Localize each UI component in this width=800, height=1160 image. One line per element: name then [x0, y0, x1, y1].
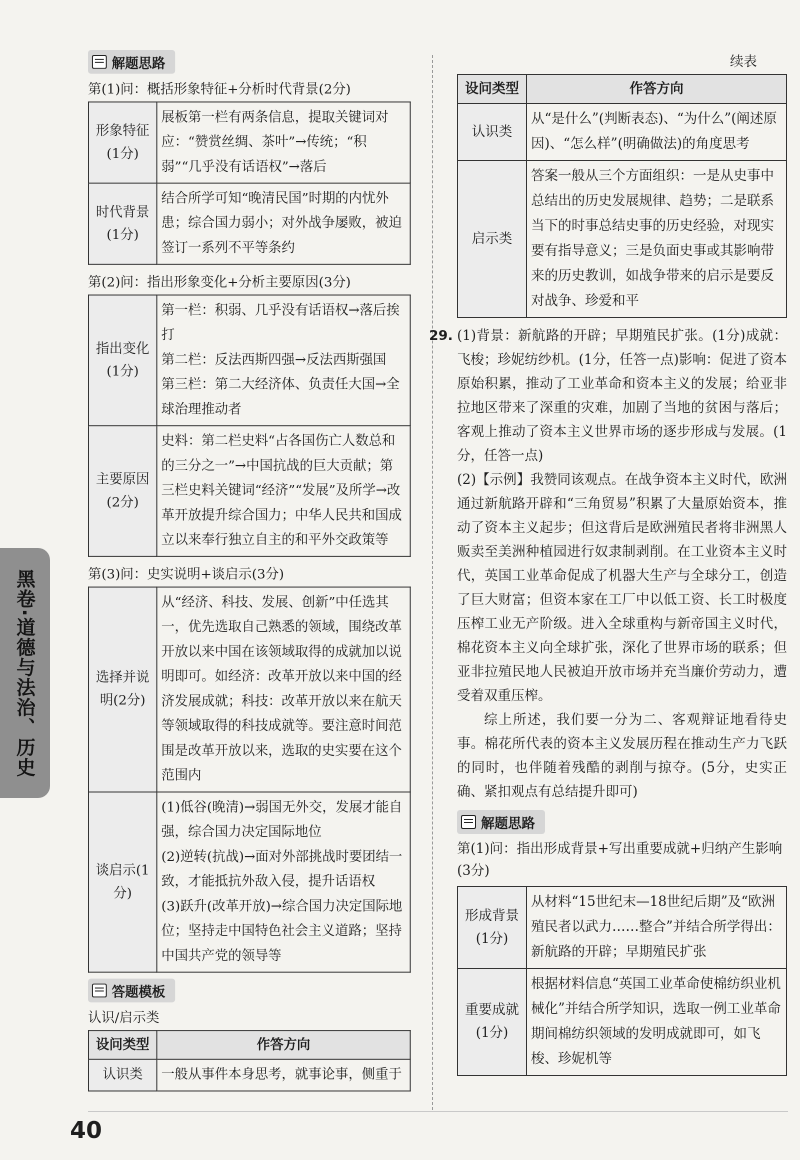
table-row — [458, 887, 787, 969]
table-row — [458, 969, 787, 1076]
row-label: 时代背景(1分) — [88, 183, 156, 264]
text-line: 第一栏：积弱、几乎没有话语权→落后挨打 — [161, 302, 400, 344]
section-header-analysis — [88, 50, 175, 74]
column-header: 设问类型 — [458, 75, 527, 104]
table-row — [88, 426, 410, 557]
row-text — [157, 792, 410, 972]
table-header-row — [458, 75, 787, 104]
section-header-label: 解题思路 — [481, 816, 535, 832]
column-header: 作答方向 — [157, 1031, 410, 1060]
column-divider — [432, 55, 433, 1110]
row-label: 认识类 — [458, 104, 527, 161]
text-line: 史料：第二栏史料“占各国伤亡人数总和的三分之一”→中国抗战的巨大贡献；第三栏史料关键词“经济”“发展”及所学→改革开放提升综合国力；中华人民共和国成立以来奉行独立自主的和平外交政策等 — [161, 433, 402, 548]
notepad-icon — [92, 55, 107, 69]
table-row — [88, 295, 410, 426]
answer-conclusion: 综上所述，我们要一分为二、客观辩证地看待史事。棉花所代表的资本主义发展历程在推动生产力飞跃的同时，也伴随着残酷的剥削与掠夺。(5分，史实正确、紧扣观点有总结提升即可) — [457, 712, 787, 800]
text-line: 从“经济、科技、发展、创新”中任选其一，优先选取自己熟悉的领域，围绕改革开放以来中国在该领域取得的成就加以说明即可。如经济：改革开放以来中国的经济发展成就；科技：改革开放以来在航天等领域取得的科技成就等。要注意时间范围是改革开放以来，选取的史实要在这个范围内 — [161, 594, 402, 784]
column-header: 设问类型 — [88, 1031, 156, 1060]
row-label: 形象特征(1分) — [88, 102, 156, 183]
section-header-template — [88, 979, 175, 1003]
book-icon — [92, 984, 107, 998]
section-header-label: 答题模板 — [111, 984, 166, 1001]
row-label: 指出变化(1分) — [88, 295, 156, 426]
left-column — [88, 50, 411, 1097]
text-line: 第二栏：反法西斯四强→反法西斯强国 — [161, 351, 387, 368]
template-subtitle: 认识/启示类 — [88, 1010, 160, 1027]
table-row — [88, 587, 410, 792]
row-text — [157, 426, 410, 557]
row-text: 从材料“15世纪末—18世纪后期”及“欧洲殖民者以武力……整合”并结合所学得出：新航路的开辟；早期殖民扩张 — [527, 887, 787, 969]
section-header-analysis-29 — [457, 810, 545, 834]
text-line: (1)低谷(晚清)→弱国无外交，发展才能自强，综合国力决定国际地位 — [161, 799, 403, 841]
answer-part-1: (1)背景：新航路的开辟；早期殖民扩张。(1分)成就：飞梭；珍妮纺纱机。(1分，任答一点)影响：促进了资本原始积累，推动了工业革命和资本主义的发展；给亚非拉地区带来了深重的灾难，加剧了当地的贫困与落后；客观上推动了资本主义世界市场的逐步形成与发展。(1分，任答一点) — [457, 328, 787, 464]
table-header-row — [88, 1031, 410, 1060]
template-table — [88, 1030, 411, 1091]
footer-rule — [88, 1111, 788, 1112]
row-text: 答案一般从三个方面组织：一是从史事中总结出的历史发展规律、趋势；二是联系当下的时事总结史事的历史经验，对现实要有指导意义；三是负面史事或其影响带来的历史教训，如战争带来的启示是要反对战争、珍爱和平 — [527, 161, 787, 318]
row-label: 认识类 — [88, 1059, 156, 1091]
row-label: 谈启示(1分) — [88, 792, 156, 972]
row-label: 主要原因(2分) — [88, 426, 156, 557]
question-3-heading: 第(3)问：史实说明+谈启示(3分) — [88, 566, 285, 583]
analysis-table-29 — [457, 886, 787, 1076]
question-number: 29. — [429, 328, 453, 344]
table-row — [458, 104, 787, 161]
row-label: 启示类 — [458, 161, 527, 318]
row-text: 一般从事件本身思考，就事论事，侧重于 — [157, 1059, 410, 1091]
analysis-table-q3 — [88, 587, 411, 973]
row-text: 展板第一栏有两条信息，提取关键词对应：“赞赏丝绸、茶叶”→传统；“积弱”“几乎没有话语权”→落后 — [157, 102, 410, 183]
notepad-icon — [461, 815, 476, 829]
table-row — [88, 792, 410, 972]
row-text — [157, 295, 410, 426]
side-tab-label: 黑卷·道德与法治、历史 — [13, 568, 36, 778]
text-line: 第三栏：第二大经济体、负责任大国→全球治理推动者 — [161, 376, 400, 418]
column-header: 作答方向 — [527, 75, 787, 104]
answer-29 — [429, 324, 787, 804]
page-number: 40 — [70, 1118, 103, 1144]
row-text — [157, 587, 410, 792]
analysis-table-q2 — [88, 295, 411, 557]
template-table-continued — [457, 74, 787, 318]
question-1-heading-29: 第(1)问：指出形成背景+写出重要成就+归纳产生影响(3分) — [457, 841, 783, 879]
table-row — [458, 161, 787, 318]
analysis-table-q1 — [88, 101, 411, 264]
text-line: (2)逆转(抗战)→面对外部挑战时要团结一致，才能抵抗外敌入侵，提升话语权 — [161, 848, 403, 890]
row-text: 结合所学可知“晚清民国”时期的内忧外患；综合国力弱小；对外战争屡败，被迫签订一系列不平等条约 — [157, 183, 410, 264]
row-label: 形成背景(1分) — [458, 887, 527, 969]
text-line: (3)跃升(改革开放)→综合国力决定国际地位；坚持走中国特色社会主义道路；坚持中国共产党的领导等 — [161, 898, 403, 964]
continued-table-label: 续表 — [730, 54, 757, 70]
answer-part-2: (2)【示例】我赞同该观点。在战争资本主义时代，欧洲通过新航路开辟和“三角贸易”积累了大量原始资本，推动了资本主义起步；但这背后是欧洲殖民者将非洲黑人贩卖至美洲种植园进行奴隶制剥削。在工业资本主义时代，英国工业革命促成了机器大生产与全球分工，创造了巨大财富；但资本家在工厂中以低工资、长工时极度压榨工业无产阶级。进入全球重构与新帝国主义时代，棉花资本主义向全球扩张，深化了世界市场的联系；但亚非拉殖民地人民被迫开放市场并充当廉价劳动力，遭受着双重压榨。 — [457, 472, 787, 704]
row-label: 重要成就(1分) — [458, 969, 527, 1076]
row-text: 从“是什么”(判断表态)、“为什么”(阐述原因)、“怎么样”(明确做法)的角度思考 — [527, 104, 787, 161]
question-1-heading: 第(1)问：概括形象特征+分析时代背景(2分) — [88, 81, 351, 98]
table-row — [88, 183, 410, 264]
row-text: 根据材料信息“英国工业革命使棉纺织业机械化”并结合所学知识，选取一例工业革命期间棉纺织领域的发明成就即可，如飞梭、珍妮机等 — [527, 969, 787, 1076]
side-tab — [0, 548, 50, 798]
table-row — [88, 102, 410, 183]
question-2-heading: 第(2)问：指出形象变化+分析主要原因(3分) — [88, 274, 351, 291]
section-header-label: 解题思路 — [111, 55, 166, 72]
table-row — [88, 1059, 410, 1091]
row-label: 选择并说明(2分) — [88, 587, 156, 792]
right-column — [429, 50, 787, 1082]
